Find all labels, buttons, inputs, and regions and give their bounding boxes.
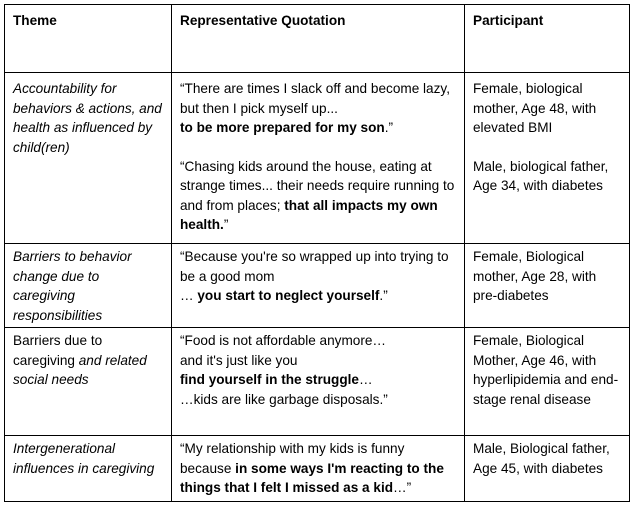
themes-table bbox=[4, 4, 630, 502]
quotation bbox=[180, 331, 456, 409]
table-row bbox=[5, 73, 630, 244]
table-row bbox=[5, 244, 630, 328]
quotation bbox=[180, 157, 456, 235]
quotation bbox=[180, 79, 456, 138]
quotation-text: … bbox=[359, 372, 373, 387]
quotation-emphasis: to be more prepared for my son bbox=[180, 120, 385, 135]
theme-cell bbox=[5, 73, 172, 244]
quotation bbox=[180, 439, 456, 498]
participant-description: Female, biological mother, Age 48, with elevated BMI bbox=[473, 81, 597, 135]
theme-cell bbox=[5, 328, 172, 436]
participant-description: Male, biological father, Age 34, with diabetes bbox=[473, 158, 609, 193]
quotation-text: and it's just like you bbox=[180, 352, 298, 368]
theme-cell bbox=[5, 244, 172, 328]
theme-text: Barriers to behavior change due to caregiving responsibilities bbox=[13, 249, 132, 323]
participant-description: Female, Biological Mother, Age 46, with hyperlipidemia and end-stage renal disease bbox=[473, 333, 619, 407]
quotation-cell bbox=[172, 73, 465, 244]
participant-description: Male, Biological father, Age 45, with diabetes bbox=[473, 441, 610, 476]
theme-text: and related social needs bbox=[13, 352, 147, 387]
quotation-text: .” bbox=[384, 120, 394, 135]
header-row bbox=[5, 5, 630, 73]
quotation-text: “Because you're so wrapped up into trying to be a good mom bbox=[180, 249, 449, 284]
quotation-text: ” bbox=[223, 217, 229, 232]
header-theme: Theme bbox=[5, 5, 172, 73]
quotation-text: …kids are like garbage disposals.” bbox=[180, 391, 388, 407]
theme-cell bbox=[5, 436, 172, 502]
participant-cell bbox=[465, 244, 630, 328]
quotation-cell bbox=[172, 328, 465, 436]
theme-text: Barriers due to caregiving bbox=[13, 333, 103, 368]
quotation-text: “My relationship with my kids is funny because bbox=[180, 441, 405, 476]
quotation-text: … bbox=[180, 288, 198, 303]
quotation-emphasis: you start to neglect yourself bbox=[197, 288, 380, 303]
quotation-text: “There are times I slack off and become lazy, but then I pick myself up... bbox=[180, 81, 450, 116]
participant-cell bbox=[465, 73, 630, 244]
participant-cell bbox=[465, 328, 630, 436]
quotation-emphasis: find yourself in the struggle bbox=[180, 372, 359, 387]
participant-cell bbox=[465, 436, 630, 502]
table-row bbox=[5, 328, 630, 436]
quotation bbox=[180, 247, 456, 306]
table-row bbox=[5, 436, 630, 502]
theme-text: Accountability for behaviors & actions, and health as influenced by child(ren) bbox=[13, 81, 162, 155]
header-participant: Participant bbox=[465, 5, 630, 73]
quotation-emphasis: in some ways I'm reacting to the things that I felt I missed as a kid bbox=[180, 460, 444, 495]
paragraph-gap bbox=[473, 138, 621, 157]
quotation-cell bbox=[172, 436, 465, 502]
quotation-text: .” bbox=[379, 288, 388, 303]
participant-description: Female, Biological mother, Age 28, with pre-diabetes bbox=[473, 249, 597, 303]
theme-text: Intergenerational influences in caregiving bbox=[13, 441, 155, 476]
quotation-emphasis: that all impacts my own health. bbox=[180, 197, 438, 232]
quotation-text: …” bbox=[393, 480, 412, 495]
paragraph-gap bbox=[180, 138, 456, 157]
quotation-cell bbox=[172, 244, 465, 328]
quotation-text: “Food is not affordable anymore… bbox=[180, 333, 387, 348]
quotation-text: “Chasing kids around the house, eating at strange times... their needs require running to and from places; bbox=[180, 158, 455, 213]
header-quotation: Representative Quotation bbox=[172, 5, 465, 73]
